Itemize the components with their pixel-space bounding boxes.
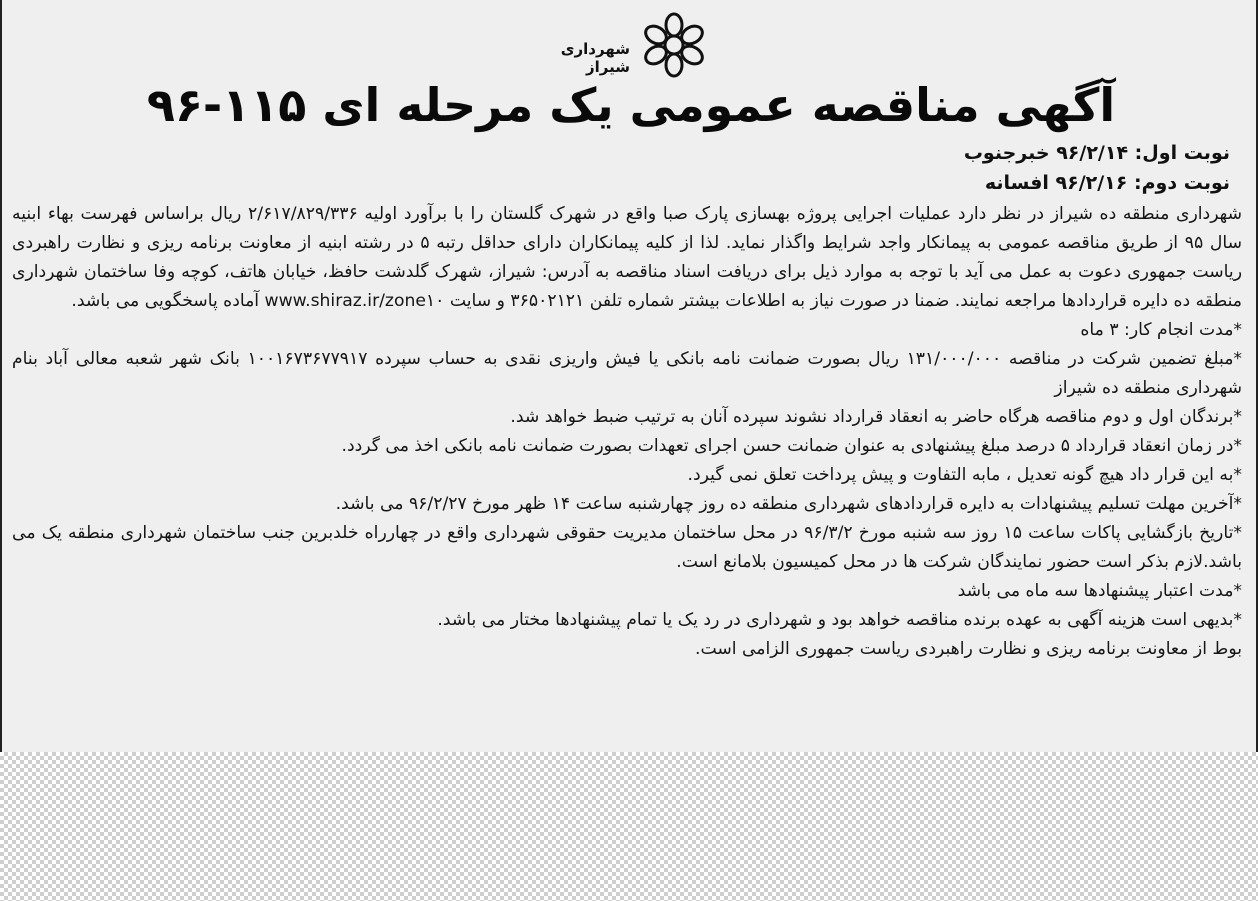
transparent-area	[0, 752, 1258, 901]
announcement-body	[12, 200, 1242, 664]
list-item: *در زمان انعقاد قرارداد ۵ درصد مبلغ پیشنهادی به عنوان ضمانت حسن اجرای تعهدات بصورت ضمانت نامه بانکی اخذ می گردد.	[341, 436, 1242, 456]
first-publication-notice: نوبت اول: ۹۶/۲/۱۴ خبرجنوب	[963, 142, 1230, 164]
list-item: بوط از معاونت برنامه ریزی و نظارت راهبردی ریاست جمهوری الزامی است.	[694, 639, 1242, 659]
list-item: *مدت اعتبار پیشنهادها سه ماه می باشد	[957, 581, 1242, 601]
list-item: *تاریخ بازگشایی پاکات ساعت ۱۵ روز سه شنبه مورخ ۹۶/۳/۲ در محل ساختمان مدیریت حقوقی شهرداری واقع در چهارراه خلدبرین جنب ساختمان شهرداری منطقه یک می باشد.لازم بذکر است حضور نمایندگان شرکت ها در محل کمیسیون بلامانع است.	[12, 523, 1242, 572]
list-item: *مبلغ تضمین شرکت در مناقصه ۱۳۱/۰۰۰/۰۰۰ ریال بصورت ضمانت نامه بانکی یا فیش واریزی نقدی به حساب سپرده ۱۰۰۱۶۷۳۶۷۷۹۱۷ بانک شهر شعبه معالی آباد بنام شهرداری منطقه ده شیراز	[12, 349, 1242, 398]
list-item: *به این قرار داد هیچ گونه تعدیل ، مابه التفاوت و پیش پرداخت تعلق نمی گیرد.	[687, 465, 1242, 485]
flower-logo-icon	[634, 10, 714, 80]
logo-text: شهرداری شیراز	[560, 40, 630, 76]
list-item: *مدت انجام کار: ۳ ماه	[1080, 320, 1242, 340]
page-title: آگهی مناقصه عمومی یک مرحله ای ۱۱۵-۹۶	[146, 78, 1116, 132]
list-item: *آخرین مهلت تسلیم پیشنهادات به دایره قراردادهای شهرداری منطقه ده روز چهارشنبه ساعت ۱۴ ظهر مورخ ۹۶/۲/۲۷ می باشد.	[335, 494, 1242, 514]
municipality-logo-block	[542, 10, 722, 80]
second-publication-notice: نوبت دوم: ۹۶/۲/۱۶ افسانه	[984, 172, 1230, 194]
intro-paragraph: شهرداری منطقه ده شیراز در نظر دارد عملیات اجرایی پروژه بهسازی پارک صبا واقع در شهرک گلستان را با برآورد اولیه ۲/۶۱۷/۸۲۹/۳۳۶ ریال براساس فهرست بهاء ابنیه سال ۹۵ از طریق مناقصه عمومی به پیمانکار واجد شرایط واگذار نماید. لذا از کلیه پیمانکاران دارای حداقل رتبه ۵ در رشته ابنیه از معاونت برنامه ریزی و نظارت راهبردی ریاست جمهوری دعوت به عمل می آید با توجه به موارد ذیل برای دریافت اسناد مناقصه به آدرس: شیراز، شهرک گلدشت حافظ، خیابان هاتف، کوچه وفا ساختمان شهرداری منطقه ده دایره قراردادها مراجعه نمایند. ضمنا در صورت نیاز به اطلاعات بیشتر شماره تلفن ۳۶۵۰۲۱۲۱ و سایت www.shiraz.ir/zone۱۰ آماده پاسخگویی می باشد.	[12, 204, 1242, 311]
list-item: *بدیهی است هزینه آگهی به عهده برنده مناقصه خواهد بود و شهرداری در رد یک یا تمام پیشنهادها مختار می باشد.	[437, 610, 1242, 630]
list-item: *برندگان اول و دوم مناقصه هرگاه حاضر به انعقاد قرارداد نشوند سپرده آنان به ترتیب ضبط خواهد شد.	[510, 407, 1242, 427]
